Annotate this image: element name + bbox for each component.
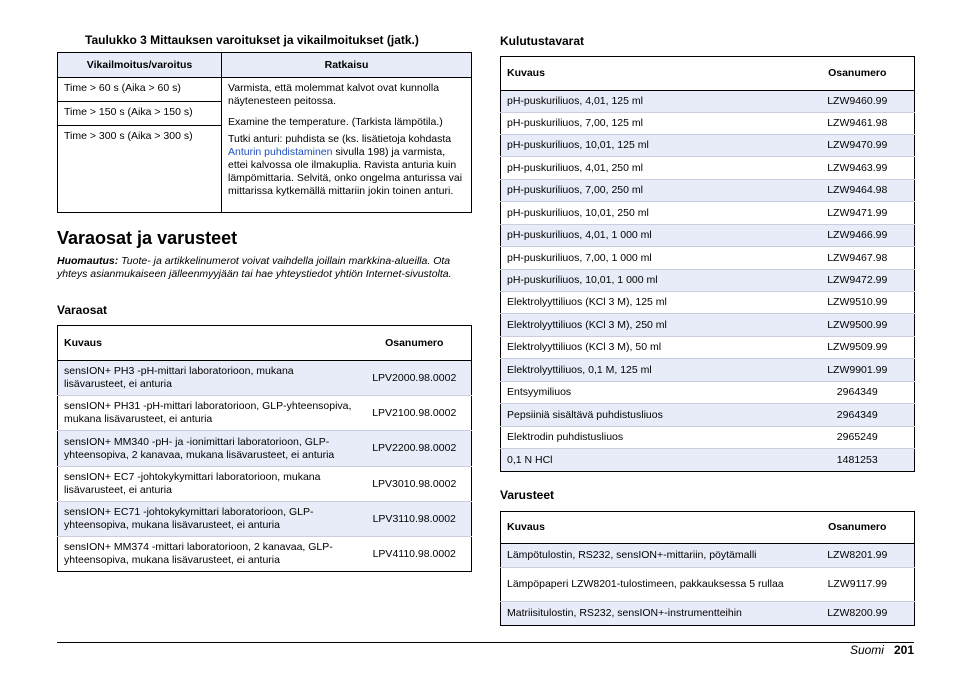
solution-text: Examine the temperature. (Tarkista lämpötila.) xyxy=(228,116,465,129)
part-number-cell: LPV2100.98.0002 xyxy=(358,396,472,431)
description-cell: Elektrolyyttiliuos (KCl 3 M), 125 ml xyxy=(501,292,801,314)
description-cell: sensION+ MM374 -mittari laboratorioon, 2 kanavaa, GLP-yhteensopiva, mukana lisävarusteet, ei anturia xyxy=(64,541,333,566)
note-text: Tuote- ja artikkelinumerot voivat vaihdella joillain markkina-alueilla. Ota yhteys asianmukaiseen jälleenmyyjään tai hae yhteystiedot yhtiön Internet-sivustolta. xyxy=(57,255,452,280)
part-number-cell: LPV3110.98.0002 xyxy=(358,502,472,537)
warning-cell: Time > 60 s (Aika > 60 s) xyxy=(58,78,222,102)
part-number-cell: LZW9463.99 xyxy=(801,157,915,180)
description-cell: sensION+ EC7 -johtokykymittari laboratorioon, mukana lisävarusteet, ei anturia xyxy=(58,467,358,502)
table-row xyxy=(501,427,915,449)
table-row xyxy=(58,361,472,396)
table-row xyxy=(501,382,915,404)
part-number-cell: LZW8200.99 xyxy=(801,602,915,626)
description-cell: Pepsiiniä sisältävä puhdistusliuos xyxy=(501,404,801,427)
description-cell: Elektrodin puhdistusliuos xyxy=(501,427,801,449)
part-number-cell: LZW9509.99 xyxy=(801,337,915,359)
footer xyxy=(850,643,914,657)
warning-cell: Time > 300 s (Aika > 300 s) xyxy=(58,126,222,213)
description-cell: 0,1 N HCl xyxy=(501,449,801,472)
table-header-row xyxy=(58,326,472,361)
description-cell: Elektrolyyttiliuos (KCl 3 M), 250 ml xyxy=(501,314,801,337)
column-header: Kuvaus xyxy=(501,57,801,91)
section-title: Varaosat ja varusteet xyxy=(57,228,238,248)
table-header-row xyxy=(501,512,915,544)
description-cell: Lämpöpaperi LZW8201-tulostimeen, pakkauksessa 5 rullaa xyxy=(501,568,801,602)
footer-language: Suomi xyxy=(849,643,884,657)
note xyxy=(57,255,467,281)
table-row xyxy=(58,502,472,537)
note-label: Huomautus: xyxy=(57,255,119,267)
table-row xyxy=(501,202,915,225)
table-row xyxy=(501,292,915,314)
part-number-cell: LZW9117.99 xyxy=(801,568,915,602)
table-row xyxy=(58,537,472,572)
part-number-cell: LZW9467.98 xyxy=(801,247,915,270)
part-number-cell: 2964349 xyxy=(801,382,915,404)
table-row xyxy=(58,467,472,502)
table-row xyxy=(58,126,472,213)
spare-parts-table xyxy=(57,325,472,572)
solution-text: Tutki anturi: puhdista se (ks. lisätietoja kohdasta xyxy=(228,132,452,145)
column-header: Vikailmoitus/varoitus xyxy=(58,53,222,78)
description-cell: Lämpötulostin, RS232, sensION+-mittariin, pöytämalli xyxy=(501,544,801,568)
description-cell: pH-puskuriliuos, 7,00, 125 ml xyxy=(501,113,801,135)
table-row xyxy=(58,396,472,431)
part-number-cell: LZW9901.99 xyxy=(801,359,915,382)
column-header: Osanumero xyxy=(801,512,915,544)
table-row xyxy=(501,180,915,202)
part-number-cell: LZW9471.99 xyxy=(801,202,915,225)
solution-text: sivulla 198) ja varmista, ettei kalvossa ole ilmakuplia. Ravista anturia kuin lämpömittaria. Selvitä, onko ongelma anturissa vai mittarissa kytkemällä mittariin jokin toinen anturi. xyxy=(228,145,463,197)
table-row xyxy=(501,337,915,359)
part-number-cell: 2964349 xyxy=(801,404,915,427)
part-number-cell: LZW9460.99 xyxy=(801,91,915,113)
column-header: Kuvaus xyxy=(58,326,358,361)
table-header-row xyxy=(58,53,472,78)
description-cell: pH-puskuriliuos, 4,01, 125 ml xyxy=(501,91,801,113)
warning-cell: Time > 150 s (Aika > 150 s) xyxy=(58,102,222,126)
page-number: 201 xyxy=(893,643,914,657)
table-row xyxy=(501,113,915,135)
part-number-cell: LZW9470.99 xyxy=(801,135,915,157)
table-row xyxy=(501,225,915,247)
description-cell: sensION+ MM340 -pH- ja -ionimittari laboratorioon, GLP-yhteensopiva, 2 kanavaa, mukana lisävarusteet, ei anturia xyxy=(58,431,358,467)
part-number-cell: LZW9461.98 xyxy=(801,113,915,135)
table-row xyxy=(501,602,915,626)
table-row xyxy=(501,157,915,180)
table-row xyxy=(501,449,915,472)
table-header-row xyxy=(501,57,915,91)
part-number-cell: LPV4110.98.0002 xyxy=(372,547,456,560)
part-number-cell: LPV2200.98.0002 xyxy=(358,431,472,467)
description-cell: pH-puskuriliuos, 4,01, 250 ml xyxy=(501,157,801,180)
description-cell: pH-puskuriliuos, 10,01, 250 ml xyxy=(501,202,801,225)
table-row xyxy=(501,135,915,157)
description-cell: sensION+ EC71 -johtokykymittari laboratorioon, GLP-yhteensopiva, mukana lisävarusteet, ei anturia xyxy=(58,502,358,537)
description-cell: pH-puskuriliuos, 10,01, 1 000 ml xyxy=(501,270,801,292)
description-cell: Entsyymiliuos xyxy=(501,382,801,404)
part-number-cell: 2965249 xyxy=(801,427,915,449)
part-number-cell: LZW9510.99 xyxy=(801,292,915,314)
table-row xyxy=(501,314,915,337)
description-cell: pH-puskuriliuos, 7,00, 1 000 ml xyxy=(501,247,801,270)
table-row xyxy=(501,404,915,427)
part-number-cell: LPV3010.98.0002 xyxy=(358,467,472,502)
part-number-cell: LZW9472.99 xyxy=(801,270,915,292)
table-row xyxy=(501,568,915,602)
part-number-cell: LZW8201.99 xyxy=(801,544,915,568)
table-row xyxy=(501,270,915,292)
description-cell: sensION+ PH31 -pH-mittari laboratorioon, GLP-yhteensopiva, mukana lisävarusteet, ei anturia xyxy=(58,396,358,431)
consumables-heading: Kulutustavarat xyxy=(500,34,585,48)
part-number-cell: LPV2000.98.0002 xyxy=(358,361,472,396)
troubleshooting-table xyxy=(57,52,472,213)
column-header: Osanumero xyxy=(358,326,472,361)
table-row xyxy=(501,91,915,113)
accessories-table xyxy=(500,511,915,626)
column-header: Ratkaisu xyxy=(222,53,472,78)
table-row xyxy=(501,359,915,382)
description-cell: pH-puskuriliuos, 4,01, 1 000 ml xyxy=(501,225,801,247)
table-row xyxy=(501,247,915,270)
description-cell: Matriisitulostin, RS232, sensION+-instrumentteihin xyxy=(501,602,801,626)
table-caption: Taulukko 3 Mittauksen varoitukset ja vikailmoitukset (jatk.) xyxy=(85,33,419,47)
table-row xyxy=(501,544,915,568)
spare-parts-heading: Varaosat xyxy=(57,303,108,317)
part-number-cell: 1481253 xyxy=(801,449,915,472)
column-header: Osanumero xyxy=(801,57,915,91)
description-cell: pH-puskuriliuos, 7,00, 250 ml xyxy=(501,180,801,202)
table-row xyxy=(58,431,472,467)
description-cell: Elektrolyyttiliuos (KCl 3 M), 50 ml xyxy=(501,337,801,359)
footer-divider xyxy=(57,642,914,643)
part-number-cell: LZW9464.98 xyxy=(801,180,915,202)
table-row xyxy=(58,78,472,102)
description-cell: pH-puskuriliuos, 10,01, 125 ml xyxy=(501,135,801,157)
part-number-cell: LZW9466.99 xyxy=(801,225,915,247)
solution-cell xyxy=(222,115,472,213)
part-number-cell: LZW9500.99 xyxy=(801,314,915,337)
column-header: Kuvaus xyxy=(501,512,801,544)
description-cell: Elektrolyyttiliuos, 0,1 M, 125 ml xyxy=(501,359,801,382)
consumables-table xyxy=(500,56,915,472)
cross-reference-link[interactable]: Anturin puhdistaminen xyxy=(228,145,333,158)
solution-text: Varmista, että molemmat kalvot ovat kunnolla näytenesteen peitossa. xyxy=(228,82,440,107)
accessories-heading: Varusteet xyxy=(500,488,555,502)
description-cell: sensION+ PH3 -pH-mittari laboratorioon, mukana lisävarusteet, ei anturia xyxy=(58,361,358,396)
